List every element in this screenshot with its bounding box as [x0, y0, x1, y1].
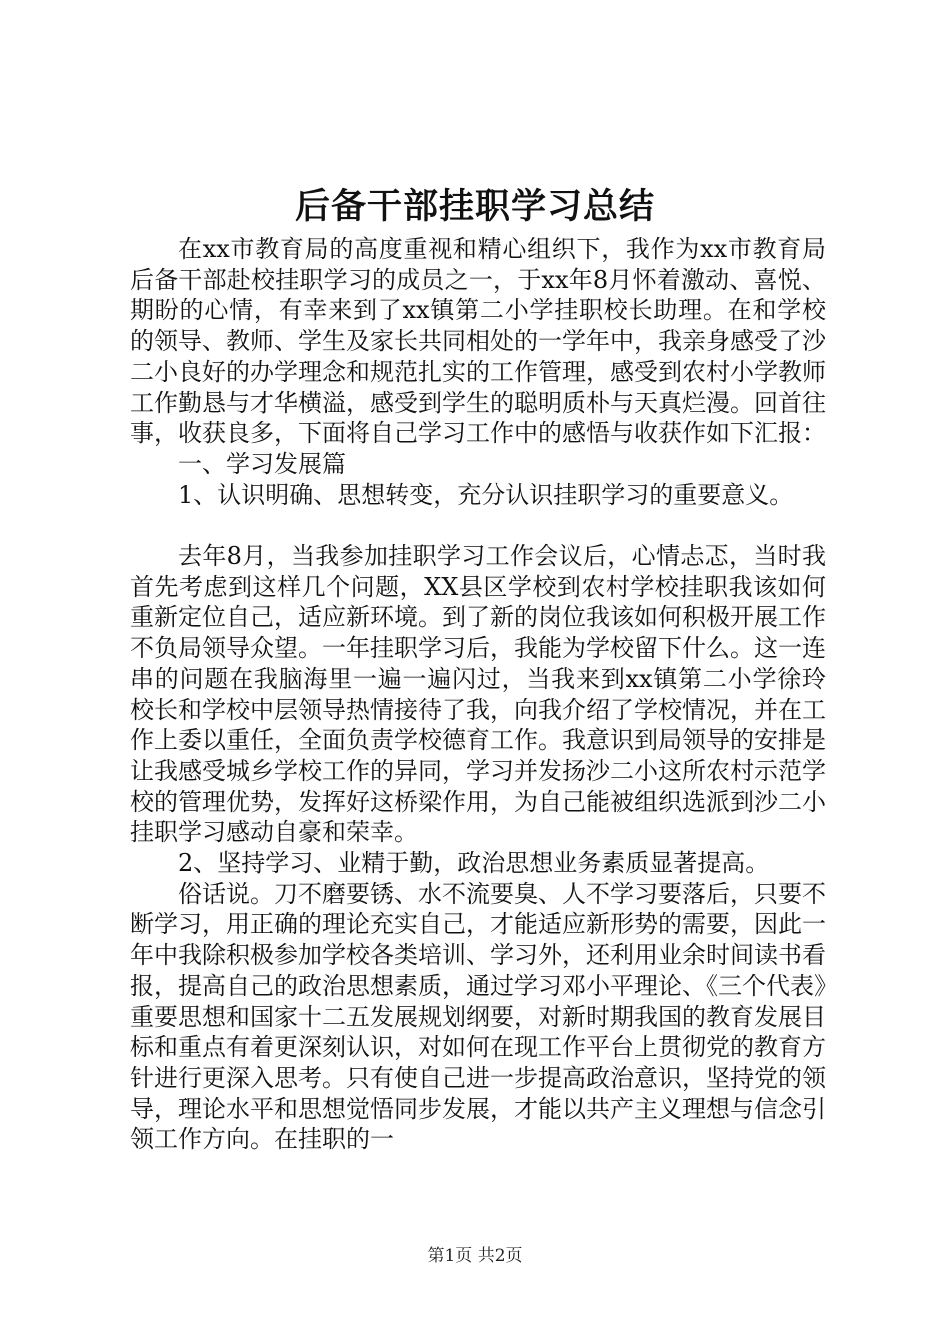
- document-body: [130, 234, 826, 1155]
- subheading-1: 1、认识明确、思想转变，充分认识挂职学习的重要意义。: [178, 480, 794, 509]
- page-number-footer: 第1页 共2页: [427, 1246, 523, 1266]
- paragraph-2: 去年8月，当我参加挂职学习工作会议后，心情忐忑，当时我首先考虑到这样几个问题，XX县区学校到农村学校挂职我该如何重新定位自己，适应新环境。到了新的岗位我该如何积极开展工作不负局领导众望。一年挂职学习后，我能为学校留下什么。这一连串的问题在我脑海里一遍一遍闪过，当我来到xx镇第二小学徐玲校长和学校中层领导热情接待了我，向我介绍了学校情况，并在工作上委以重任，全面负责学校德育工作。我意识到局领导的安排是让我感受城乡学校工作的异同，学习并发扬沙二小这所农村示范学校的管理优势，发挥好这桥梁作用，为自己能被组织选派到沙二小挂职学习感动自豪和荣幸。: [130, 542, 826, 847]
- document-title: 后备干部挂职学习总结: [294, 187, 655, 227]
- section-heading: 一、学习发展篇: [178, 449, 346, 478]
- subheading-2: 2、坚持学习、业精于勤，政治思想业务素质显著提高。: [178, 849, 770, 878]
- paragraph-intro: 在xx市教育局的高度重视和精心组织下，我作为xx市教育局后备干部赴校挂职学习的成员之一，于xx年8月怀着激动、喜悦、期盼的心情，有幸来到了xx镇第二小学挂职校长助理。在和学校的领导、教师、学生及家长共同相处的一学年中，我亲身感受了沙二小良好的办学理念和规范扎实的工作管理，感受到农村小学教师工作勤恳与才华横溢，感受到学生的聪明质朴与天真烂漫。回首往事，收获良多，下面将自己学习工作中的感悟与收获作如下汇报：: [130, 235, 826, 448]
- paragraph-3: 俗话说。刀不磨要锈、水不流要臭、人不学习要落后，只要不断学习，用正确的理论充实自己，才能适应新形势的需要，因此一年中我除积极参加学校各类培训、学习外，还利用业余时间读书看报，提高自己的政治思想素质，通过学习邓小平理论、《三个代表》重要思想和国家十二五发展规划纲要，对新时期我国的教育发展目标和重点有着更深刻认识，对如何在现工作平台上贯彻党的教育方针进行更深入思考。只有使自己进一步提高政治意识，坚持党的领导，理论水平和思想觉悟同步发展，才能以共产主义理想与信念引领工作方向。在挂职的一: [130, 879, 826, 1154]
